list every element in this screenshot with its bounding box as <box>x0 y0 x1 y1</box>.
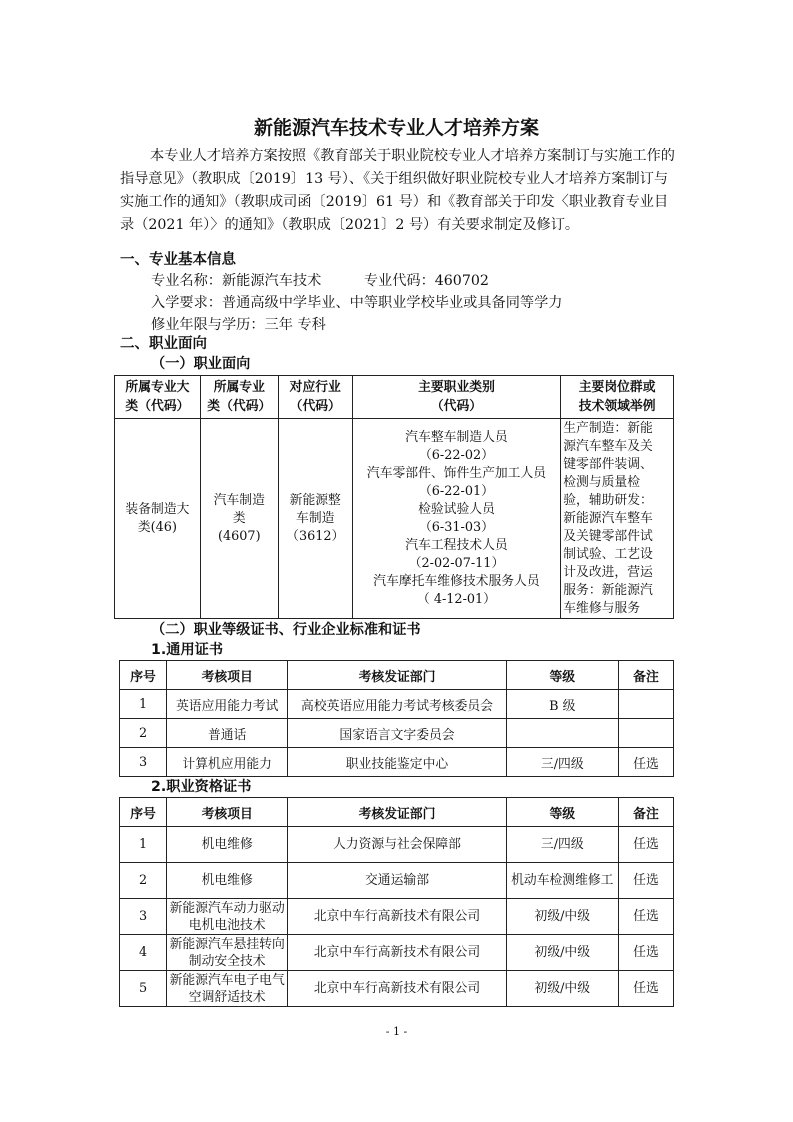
cell-no: 2 <box>120 719 167 748</box>
header-remark: 备注 <box>618 661 673 690</box>
subsection-career-orientation: （一）职业面向 <box>151 356 251 372</box>
admission-requirement-line: 入学要求：普通高级中学毕业、中等职业学校毕业或具备同等学力 <box>151 295 563 311</box>
table-row <box>120 935 674 971</box>
cell-major-class: 汽车制造 类 (4607) <box>200 419 278 619</box>
cell-issuer: 交通运输部 <box>288 863 506 899</box>
header-issuer: 考核发证部门 <box>288 798 506 827</box>
header-issuer: 考核发证部门 <box>288 661 506 690</box>
cell-item: 英语应用能力考试 <box>167 690 288 719</box>
cell-remark: 任选 <box>618 899 673 935</box>
cell-item: 新能源汽车动力驱动电机电池技术 <box>167 899 288 935</box>
cell-issuer: 北京中车行高新技术有限公司 <box>288 971 506 1007</box>
table-row <box>120 690 674 719</box>
cell-remark: 任选 <box>618 748 673 777</box>
table-row <box>115 419 674 619</box>
subsection-general-certificates: 1.通用证书 <box>151 642 224 658</box>
cell-major-category: 装备制造大 类(46) <box>115 419 201 619</box>
table-row <box>120 863 674 899</box>
cell-level: 初级/中级 <box>506 899 618 935</box>
header-major-category: 所属专业大 类（代码） <box>115 376 201 419</box>
cell-no: 2 <box>120 863 167 899</box>
header-positions: 主要岗位群或 技术领域举例 <box>561 376 674 419</box>
header-industry: 对应行业 （代码） <box>278 376 352 419</box>
cell-no: 5 <box>120 971 167 1007</box>
cell-level: 三/四级 <box>506 748 618 777</box>
cell-issuer: 职业技能鉴定中心 <box>288 748 506 777</box>
cell-no: 1 <box>120 690 167 719</box>
cell-level: 三/四级 <box>506 827 618 863</box>
header-occupation: 主要职业类别 （代码） <box>352 376 561 419</box>
table-row <box>120 719 674 748</box>
cell-item: 普通话 <box>167 719 288 748</box>
cell-no: 1 <box>120 827 167 863</box>
header-item: 考核项目 <box>167 661 288 690</box>
cell-level: 初级/中级 <box>506 971 618 1007</box>
header-major-class: 所属专业 类（代码） <box>200 376 278 419</box>
major-name-code-line: 专业名称：新能源汽车技术 专业代码：460702 <box>151 273 489 289</box>
cell-industry: 新能源整 车制造 （3612） <box>278 419 352 619</box>
document-title: 新能源汽车技术专业人才培养方案 <box>253 117 539 139</box>
cell-remark: 任选 <box>618 863 673 899</box>
cell-remark <box>618 690 673 719</box>
cell-remark: 任选 <box>618 827 673 863</box>
cell-issuer: 高校英语应用能力考试考核委员会 <box>288 690 506 719</box>
header-no: 序号 <box>120 798 167 827</box>
cell-remark: 任选 <box>618 935 673 971</box>
cell-no: 3 <box>120 899 167 935</box>
cell-no: 3 <box>120 748 167 777</box>
cell-level <box>506 719 618 748</box>
table-row <box>120 748 674 777</box>
header-no: 序号 <box>120 661 167 690</box>
cell-issuer: 北京中车行高新技术有限公司 <box>288 899 506 935</box>
cell-no: 4 <box>120 935 167 971</box>
table-row <box>120 827 674 863</box>
career-orientation-table <box>114 375 674 619</box>
cell-item: 机电维修 <box>167 863 288 899</box>
cell-item: 新能源汽车电子电气空调舒适技术 <box>167 971 288 1007</box>
cell-remark <box>618 719 673 748</box>
cell-issuer: 人力资源与社会保障部 <box>288 827 506 863</box>
intro-paragraph <box>120 145 680 237</box>
cell-level: 机动车检测维修工 <box>506 863 618 899</box>
page-number: - 1 - <box>385 1025 408 1038</box>
study-duration-line: 修业年限与学历：三年 专科 <box>151 317 326 333</box>
section2-heading: 二、职业面向 <box>120 336 207 352</box>
header-item: 考核项目 <box>167 798 288 827</box>
subsection-certificates: （二）职业等级证书、行业企业标准和证书 <box>151 622 421 638</box>
table-row <box>120 971 674 1007</box>
cell-issuer: 北京中车行高新技术有限公司 <box>288 935 506 971</box>
cell-item: 计算机应用能力 <box>167 748 288 777</box>
header-remark: 备注 <box>618 798 673 827</box>
header-level: 等级 <box>506 661 618 690</box>
header-level: 等级 <box>506 798 618 827</box>
qualification-certificates-table <box>119 797 674 1007</box>
cell-item: 机电维修 <box>167 827 288 863</box>
cell-positions: 生产制造：新能 源汽车整车及关 键零部件装调、 检测与质量检 验，辅助研发： 新能源汽车整车 及关键零部件试 制试验、工艺设 计及改进，营运 服务：新能源汽 车维修与服务 <box>561 419 674 619</box>
table-header-row <box>120 798 674 827</box>
table-header-row <box>115 376 674 419</box>
cell-occupation: 汽车整车制造人员 （6-22-02） 汽车零部件、饰件生产加工人员 （6-22-01） 检验试验人员 （6-31-03） 汽车工程技术人员 （2-02-07-11） 汽车摩托车维修技术服务人员 （ 4-12-01） <box>352 419 561 619</box>
section1-heading: 一、专业基本信息 <box>120 252 236 268</box>
cell-level: B 级 <box>506 690 618 719</box>
cell-item: 新能源汽车悬挂转向制动安全技术 <box>167 935 288 971</box>
subsection-qualification-certificates: 2.职业资格证书 <box>151 779 252 795</box>
cell-issuer: 国家语言文字委员会 <box>288 719 506 748</box>
intro-text: 本专业人才培养方案按照《教育部关于职业院校专业人才培养方案制订与实施工作的指导意见》（教职成〔2019〕13 号）、《关于组织做好职业院校专业人才培养方案制订与实施工作的通知》（教职成司函〔2019〕61 号）和《教育部关于印发〈职业教育专业目录（2021 年）〉的通知》（教职成〔2021〕2 号）有关要求制定及修订。 <box>120 148 675 233</box>
table-header-row <box>120 661 674 690</box>
table-row <box>120 899 674 935</box>
general-certificates-table <box>119 660 674 777</box>
cell-remark: 任选 <box>618 971 673 1007</box>
cell-level: 初级/中级 <box>506 935 618 971</box>
